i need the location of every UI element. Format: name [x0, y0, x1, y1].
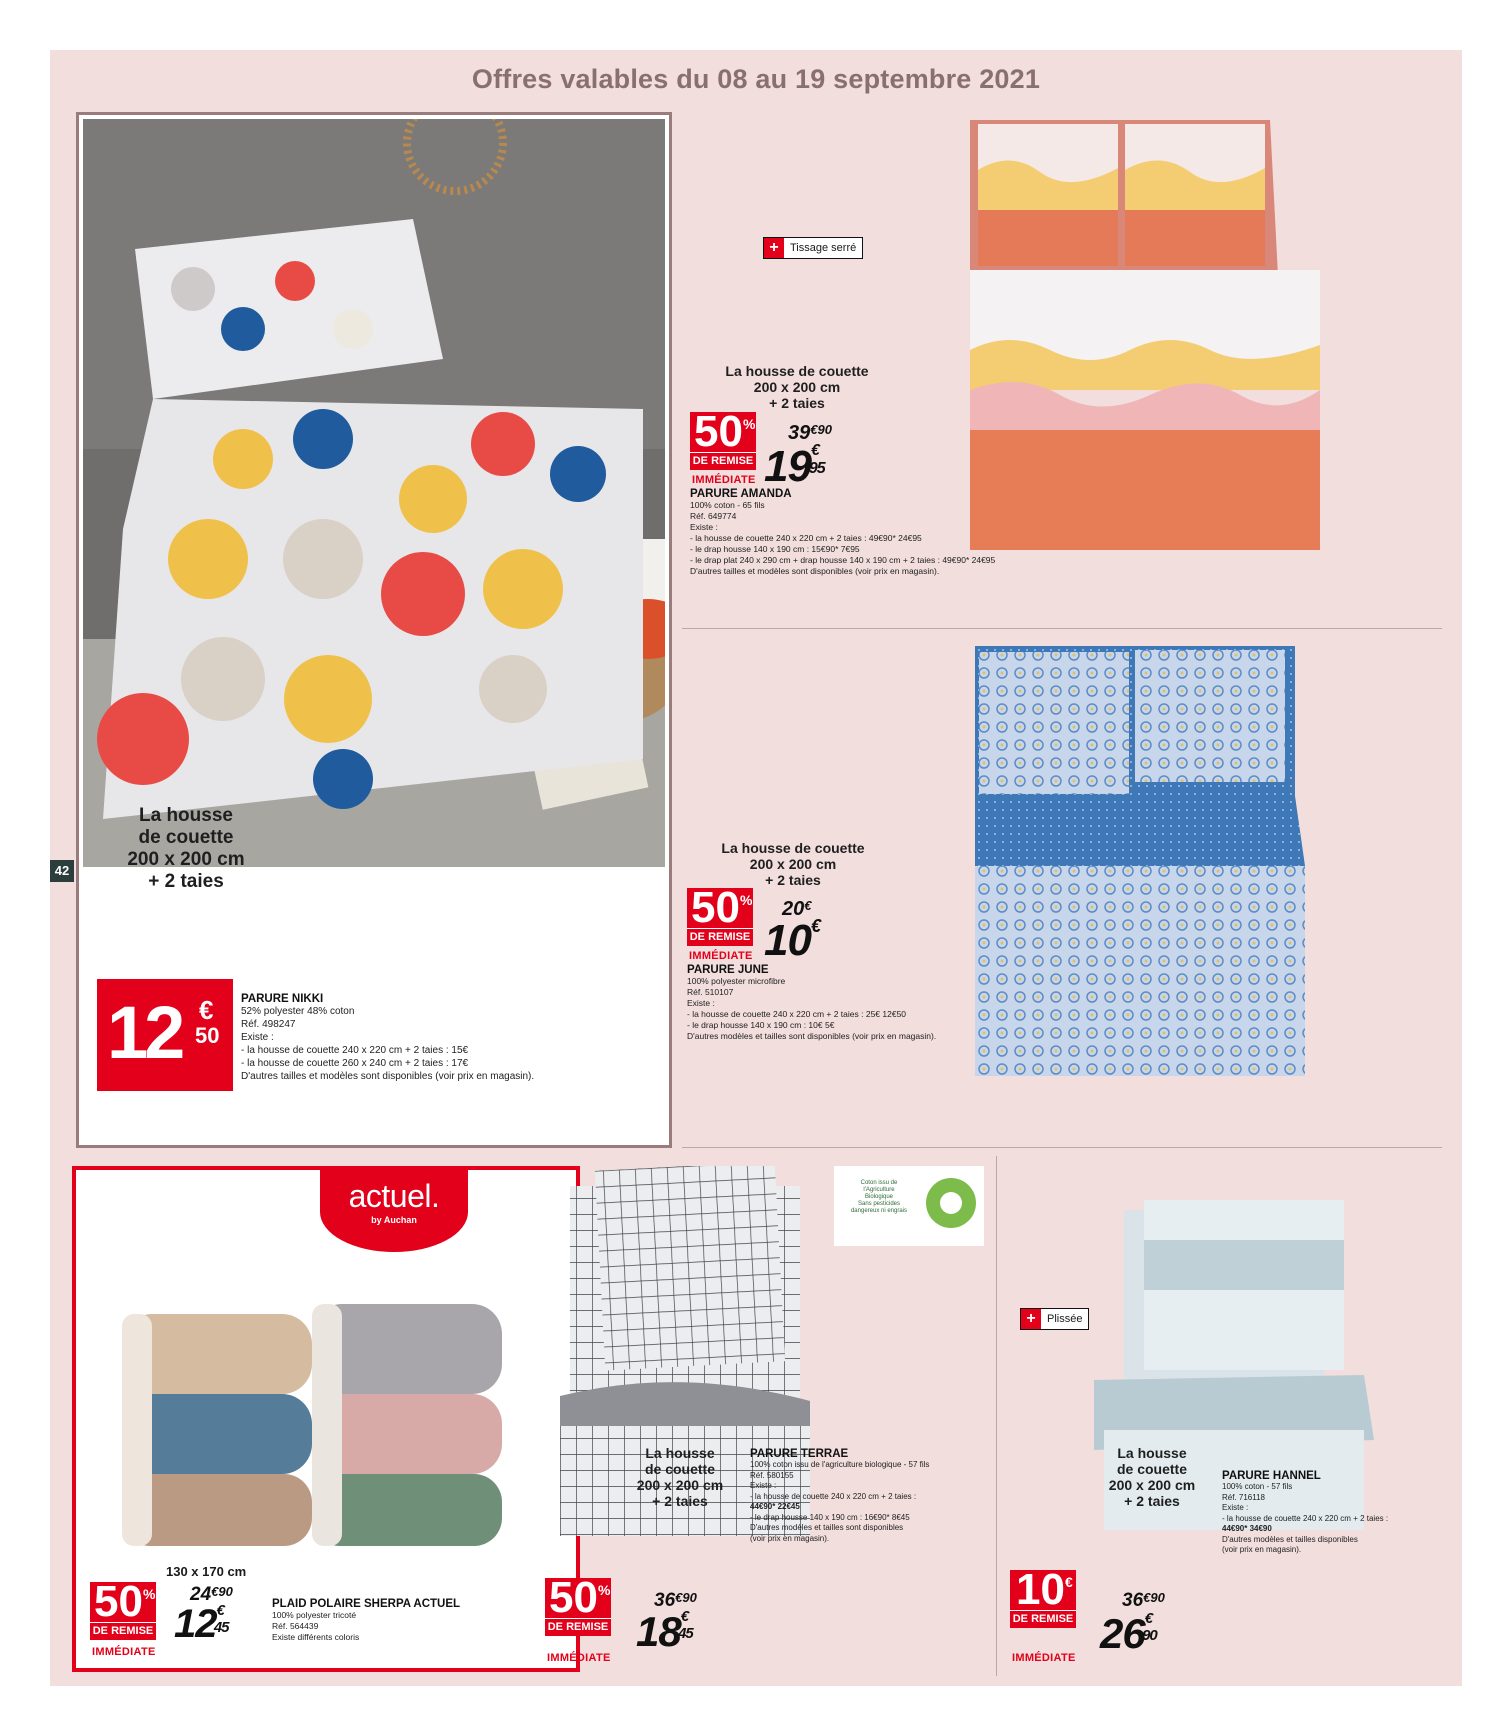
plaid-price-int: 12	[174, 1602, 217, 1646]
amanda-old-price-dec: €90	[810, 422, 832, 437]
hannel-product-name: PARURE HANNEL	[1222, 1470, 1321, 1482]
terrae-detail: Existe :	[750, 1481, 777, 1490]
organic-cotton-label	[834, 1166, 984, 1246]
amanda-price-dec: 95	[808, 460, 825, 477]
nikki-title-line: 200 x 200 cm	[127, 848, 245, 870]
section-divider-vertical	[996, 1156, 997, 1676]
plaid-old-price-int: 24	[190, 1584, 212, 1605]
june-price-cur: €	[810, 916, 820, 936]
june-old-price-int: 20	[782, 898, 805, 920]
terrae-immediate-label: IMMÉDIATE	[547, 1652, 611, 1664]
hannel-price	[1100, 1610, 1157, 1658]
nikki-bedroom-photo	[83, 119, 665, 867]
june-product-name: PARURE JUNE	[687, 964, 769, 976]
hannel-title-line: La housse	[1117, 1445, 1187, 1461]
june-price-int: 10	[764, 916, 811, 965]
offer-validity-header: Offres valables du 08 au 19 septembre 2021	[471, 64, 1041, 94]
hannel-price-dec: 90	[1142, 1627, 1157, 1644]
hannel-title-line: 200 x 200 cm	[1108, 1477, 1196, 1494]
nikki-title-line: + 2 taies	[148, 870, 224, 892]
terrae-price-int: 18	[636, 1608, 681, 1655]
nikki-price-currency: €	[199, 995, 214, 1025]
amanda-old-price-int: 39	[788, 422, 811, 444]
plaid-immediate-label: IMMÉDIATE	[92, 1646, 156, 1658]
hannel-detail: Réf. 716118	[1222, 1492, 1265, 1502]
hannel-immediate-label: IMMÉDIATE	[1012, 1652, 1076, 1664]
hannel-tag-label: Plissée	[1047, 1313, 1083, 1325]
terrae-detail: - la housse de couette 240 x 220 cm + 2 taies :	[750, 1491, 917, 1501]
nikki-title-line: de couette	[138, 826, 234, 848]
june-discount-sign: %	[739, 892, 753, 908]
amanda-discount-label: DE REMISE	[690, 452, 756, 469]
june-title	[708, 840, 878, 888]
amanda-description	[690, 488, 1110, 577]
plaid-product-box	[72, 1166, 580, 1672]
amanda-discount-value: 50	[694, 407, 743, 456]
amanda-detail: 100% coton - 65 fils	[690, 500, 765, 510]
hannel-detail: Existe :	[1222, 1503, 1249, 1512]
amanda-title-line: 200 x 200 cm	[753, 379, 841, 396]
nikki-detail: 52% polyester 48% coton	[241, 1006, 355, 1017]
catalog-page	[50, 50, 1462, 1686]
amanda-detail: D'autres tailles et modèles sont disponibles (voir prix en magasin).	[690, 566, 940, 576]
amanda-detail: Existe :	[690, 522, 718, 532]
hannel-price-cur: €	[1144, 1610, 1153, 1627]
hannel-detail: 44€90* 34€90	[1222, 1524, 1272, 1533]
plus-icon: +	[1021, 1309, 1041, 1329]
june-title-line: + 2 taies	[765, 872, 821, 889]
terrae-price-dec: 45	[678, 1625, 693, 1642]
amanda-detail: Réf. 649774	[690, 511, 737, 521]
nikki-title	[111, 805, 261, 892]
hannel-old-price	[1122, 1590, 1165, 1612]
nikki-price-int: 12	[107, 991, 182, 1074]
hannel-feature-tag	[1020, 1308, 1089, 1330]
nikki-detail: - la housse de couette 240 x 220 cm + 2 taies : 15€	[241, 1045, 469, 1056]
terrae-title-line: de couette	[644, 1461, 715, 1478]
hannel-description	[1222, 1470, 1452, 1556]
june-detail: D'autres modèles et tailles sont disponibles (voir prix en magasin).	[687, 1031, 937, 1041]
terrae-discount-sign: %	[597, 1582, 611, 1598]
june-title-line: La housse de couette	[721, 840, 865, 856]
amanda-title-line: La housse de couette	[725, 363, 869, 379]
terrae-detail: 44€90* 22€45	[750, 1502, 800, 1511]
amanda-immediate-label: IMMÉDIATE	[692, 474, 756, 486]
june-description	[687, 964, 1107, 1042]
plaid-discount-value: 50	[94, 1577, 143, 1626]
hannel-detail: 100% coton - 57 fils	[1222, 1482, 1293, 1491]
amanda-price	[764, 442, 825, 492]
organic-label-line: l'Agriculture	[863, 1187, 895, 1193]
terrae-detail: D'autres modèles et tailles sont disponibles	[750, 1523, 904, 1532]
nikki-detail: Existe :	[241, 1032, 274, 1043]
terrae-title	[616, 1445, 744, 1509]
amanda-discount-sign: %	[742, 416, 756, 432]
hannel-title-line: de couette	[1116, 1461, 1187, 1478]
hannel-old-price-int: 36	[1122, 1590, 1144, 1611]
hannel-discount-value: 10	[1016, 1565, 1065, 1614]
hannel-discount-label: DE REMISE	[1010, 1610, 1076, 1627]
terrae-description	[750, 1448, 990, 1544]
terrae-detail: - le drap housse 140 x 190 cm : 16€90* 8€45	[750, 1512, 910, 1522]
organic-label-line: Sans pesticides	[857, 1201, 901, 1207]
june-detail: Réf. 510107	[687, 987, 734, 997]
june-price	[764, 916, 820, 966]
nikki-product-box	[76, 112, 672, 1148]
amanda-title-line: + 2 taies	[769, 395, 825, 412]
terrae-price-cur: €	[680, 1608, 689, 1625]
actuel-brand-sub: by Auchan	[371, 1215, 417, 1225]
amanda-title	[712, 363, 882, 411]
actuel-brand-name: actuel.	[348, 1178, 440, 1214]
plaid-detail: Réf. 564439	[272, 1621, 319, 1631]
section-divider	[682, 628, 1442, 629]
amanda-bedding-photo	[970, 110, 1320, 550]
hannel-discount-badge	[1010, 1565, 1076, 1628]
nikki-product-name: PARURE NIKKI	[241, 993, 324, 1005]
organic-cotton-icon	[926, 1178, 976, 1228]
organic-label-text	[844, 1180, 914, 1215]
june-discount-label: DE REMISE	[687, 928, 753, 945]
plaid-discount-label: DE REMISE	[90, 1622, 156, 1639]
terrae-title-line: + 2 taies	[652, 1493, 708, 1510]
terrae-discount-value: 50	[549, 1573, 598, 1622]
plaid-old-price-dec: €90	[211, 1584, 233, 1599]
nikki-title-line: La housse	[139, 805, 233, 826]
terrae-title-line: La housse	[645, 1445, 715, 1461]
organic-label-line: Biologique	[864, 1194, 894, 1200]
plaid-price-cur: €	[216, 1602, 224, 1619]
amanda-price-int: 19	[764, 442, 811, 491]
nikki-description	[241, 993, 641, 1083]
amanda-detail: - le drap plat 240 x 290 cm + drap housse 140 x 190 cm + 2 taies : 49€90* 24€95	[690, 555, 996, 565]
terrae-price	[636, 1608, 693, 1656]
plaid-size: 130 x 170 cm	[166, 1564, 247, 1579]
page-number: 42	[50, 860, 74, 882]
june-old-price-dec: €	[804, 898, 812, 913]
plaid-detail: 100% polyester tricoté	[272, 1610, 357, 1620]
plaid-detail: Existe différents coloris	[272, 1632, 360, 1642]
amanda-detail: - le drap housse 140 x 190 cm : 15€90* 7€95	[690, 544, 860, 554]
june-detail: 100% polyester microfibre	[687, 976, 786, 986]
terrae-detail: Réf. 580155	[750, 1470, 794, 1480]
nikki-price-badge	[97, 979, 233, 1091]
plaid-blankets-photo	[112, 1274, 512, 1554]
plaid-description	[272, 1598, 562, 1643]
terrae-product-name: PARURE TERRAE	[750, 1448, 849, 1460]
june-discount-badge	[687, 883, 753, 946]
hannel-detail: (voir prix en magasin).	[1222, 1545, 1302, 1554]
amanda-product-name: PARURE AMANDA	[690, 488, 792, 500]
june-immediate-label: IMMÉDIATE	[689, 950, 753, 962]
hannel-title-line: + 2 taies	[1124, 1493, 1180, 1510]
terrae-discount-label: DE REMISE	[545, 1618, 611, 1635]
nikki-price-decimal: 50	[195, 1023, 220, 1048]
june-detail: - le drap housse 140 x 190 cm : 10€ 5€	[687, 1020, 835, 1030]
terrae-old-price-dec: €90	[675, 1590, 697, 1605]
terrae-detail: 100% coton issu de l'agriculture biologique - 57 fils	[750, 1460, 930, 1469]
june-discount-value: 50	[691, 883, 740, 932]
amanda-detail: - la housse de couette 240 x 220 cm + 2 taies : 49€90* 24€95	[690, 533, 922, 543]
organic-label-line: dangereux ni engrais	[850, 1208, 908, 1214]
plaid-price	[174, 1602, 229, 1647]
section-divider	[682, 1147, 1442, 1148]
plaid-price-dec: 45	[213, 1619, 229, 1636]
terrae-old-price-int: 36	[654, 1590, 676, 1611]
nikki-detail: - la housse de couette 260 x 240 cm + 2 taies : 17€	[241, 1058, 469, 1069]
terrae-discount-badge	[545, 1573, 611, 1636]
organic-label-line: Coton issu de	[860, 1180, 898, 1186]
hannel-title	[1088, 1445, 1216, 1509]
june-detail: Existe :	[687, 998, 715, 1008]
hannel-price-int: 26	[1100, 1610, 1145, 1657]
actuel-brand-logo	[320, 1166, 468, 1252]
june-detail: - la housse de couette 240 x 220 cm + 2 taies : 25€ 12€50	[687, 1009, 907, 1019]
nikki-detail: D'autres tailles et modèles sont disponibles (voir prix en magasin).	[241, 1071, 535, 1082]
hannel-discount-sign: €	[1064, 1574, 1073, 1590]
amanda-discount-badge	[690, 407, 756, 470]
plus-icon: +	[764, 238, 784, 258]
terrae-detail: (voir prix en magasin).	[750, 1533, 830, 1543]
june-title-line: 200 x 200 cm	[749, 856, 837, 873]
terrae-title-line: 200 x 200 cm	[636, 1477, 724, 1494]
plaid-discount-badge	[90, 1577, 156, 1640]
hannel-detail: D'autres modèles et tailles disponibles	[1222, 1534, 1358, 1544]
hannel-old-price-dec: €90	[1143, 1590, 1165, 1605]
amanda-tag-label: Tissage serré	[790, 242, 857, 254]
nikki-detail: Réf. 498247	[241, 1019, 296, 1030]
plaid-discount-sign: %	[142, 1586, 156, 1602]
plaid-product-name: PLAID POLAIRE SHERPA ACTUEL	[272, 1598, 461, 1610]
hannel-detail: - la housse de couette 240 x 220 cm + 2 taies :	[1222, 1513, 1389, 1523]
amanda-price-cur: €	[810, 442, 819, 459]
amanda-feature-tag	[763, 237, 863, 259]
